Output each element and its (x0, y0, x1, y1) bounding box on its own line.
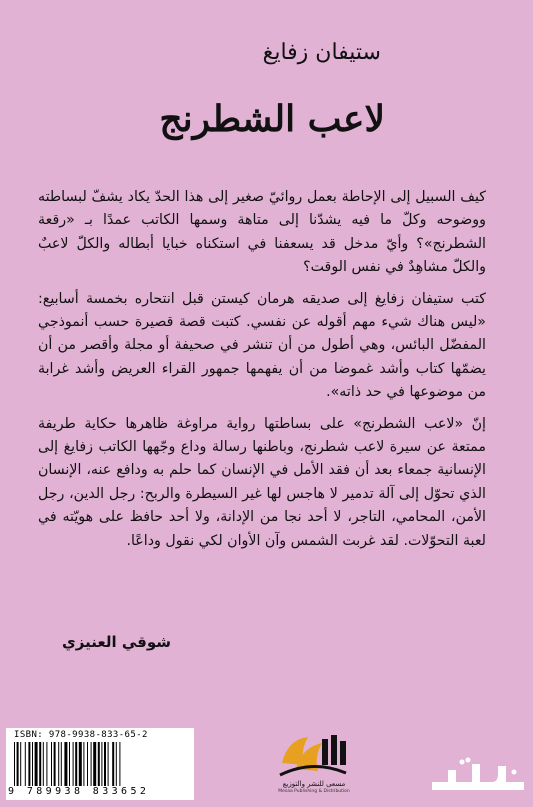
blurb-signature: شوقي العنيزي (62, 633, 171, 651)
publisher-left-name: مسعى للنشر والتوزيع (282, 780, 346, 788)
blurb-paragraph-3: إنّ «لاعب الشطرنج» على بساطتها رواية مراوغة ظاهرها حكاية طريفة ممتعة عن سيرة لاعب شطرنج، وباطنها رسالة وداع وجّهها الكاتب زفايغ إلى الإنسانية جمعاء بعد أن فقد الأمل في الإنسان كما حلم به ودافع عنه، الإنسان الذي تحوّل إلى آلة تدمير لا هاجس لها غير السيطرة والربح: رجل الدين، رجل الأمن، المحامي، التاجر، لا أحد نجا من الإدانة، ولا أحد حافظ على هويّته في لعبة التحوّلات. لقد غربت الشمس وآن الأوان لكي نقول وداعًا. (38, 415, 486, 549)
blurb-paragraph-2: كتب ستيفان زفايغ إلى صديقه هرمان كيستن قبل انتحاره بخمسة أسابيع: «ليس هناك شيء مهم أقوله عن نفسي. كتبت قصة قصيرة حسب أنموذجي المفضّل البائس، وهي أطول من أن تنشر في صحيفة أو مجلة وأقصر من أن يضمّها كتاب وأشد غموضا من أن يفهمها جمهور القراء العريض وأشد غرابة من موضوعها في حد ذاته». (38, 290, 486, 401)
book-title: لاعب الشطرنج (159, 98, 385, 140)
publisher-left-subtitle: Mesaa Publishing & Distribution (278, 789, 350, 794)
publisher-logo-left-icon (278, 729, 348, 781)
author-name: ستيفان زفايغ (262, 40, 381, 65)
barcode-block (6, 728, 194, 800)
blurb-paragraph-1: كيف السبيل إلى الإحاطة بعمل روائيّ صغير إلى هذا الحدّ يكاد يشفّ لبساطته ووضوحه وكلّ ما فيه يشدّنا إلى متاهة وسمها الكاتب عمدًا بـ «رقعة الشطرنج»؟ وأيّ مدخل قد يسعفنا في استكناه خبايا أبطاله والكلّ لاعبٌ والكلّ مشاهِدٌ في نفس الوقت؟ (38, 189, 486, 276)
blurb (38, 186, 486, 561)
publisher-logo-right-icon (428, 752, 528, 796)
barcode-digits: 9 789938 833652 (8, 786, 150, 797)
isbn-label: ISBN: 978-9938-833-65-2 (14, 730, 148, 740)
barcode-icon (14, 742, 186, 786)
